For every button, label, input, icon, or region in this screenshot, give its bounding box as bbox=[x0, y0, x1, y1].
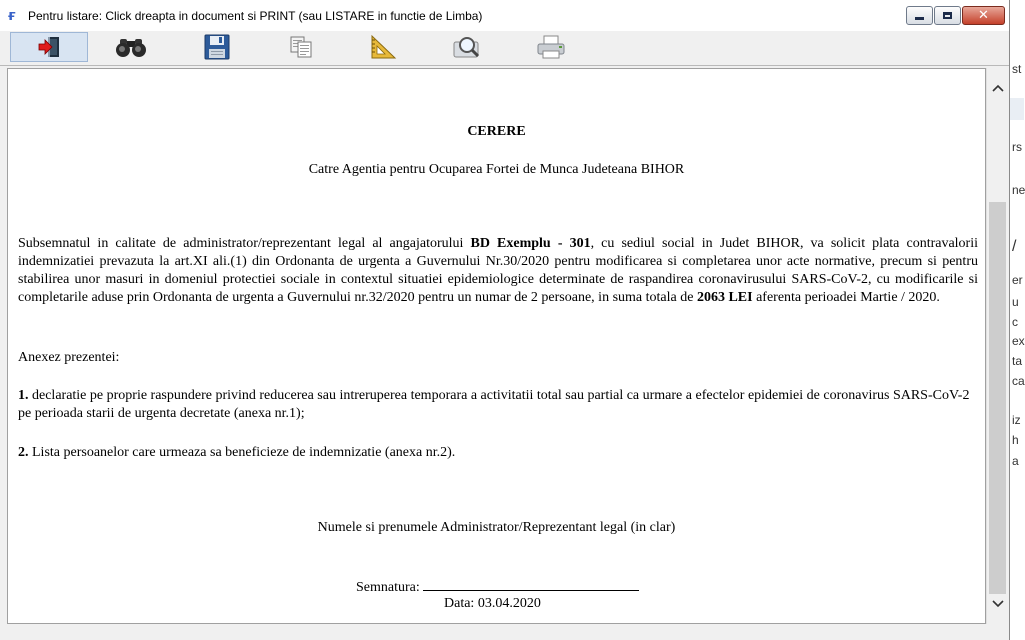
annex-item-number: 1. bbox=[18, 388, 29, 403]
maximize-button[interactable] bbox=[934, 6, 961, 25]
bg-text-fragment: ta bbox=[1012, 354, 1023, 368]
minimize-icon bbox=[915, 17, 924, 20]
exit-door-icon bbox=[37, 35, 61, 59]
document-date: Data: 03.04.2020 bbox=[444, 596, 541, 611]
bg-text-fragment: st bbox=[1012, 62, 1022, 76]
scroll-up-button[interactable] bbox=[987, 78, 1008, 98]
bg-text-fragment: u bbox=[1012, 295, 1019, 309]
title-bar[interactable] bbox=[0, 0, 1009, 32]
chevron-down-icon bbox=[992, 600, 1004, 608]
copy-button[interactable] bbox=[262, 32, 340, 62]
bg-text-fragment: c bbox=[1012, 315, 1018, 329]
chevron-up-icon bbox=[992, 84, 1004, 92]
body-text: Subsemnatul in calitate de administrator/reprezentant legal al angajatorului bbox=[18, 236, 471, 251]
annex-intro: Anexez prezentei: bbox=[18, 350, 120, 365]
printer-icon bbox=[535, 34, 567, 60]
body-text: aferenta perioadei Martie / 2020. bbox=[752, 290, 940, 305]
document-recipient: Catre Agentia pentru Ocuparea Fortei de Munca Judeteana BIHOR bbox=[308, 162, 685, 177]
scroll-thumb[interactable] bbox=[989, 202, 1006, 594]
window-title: Pentru listare: Click dreapta in document si PRINT (sau LISTARE in functie de Limba) bbox=[28, 9, 483, 23]
floppy-disk-icon bbox=[204, 34, 230, 60]
bg-text-fragment: iz bbox=[1012, 413, 1021, 427]
set-square-icon bbox=[369, 34, 397, 60]
exit-button[interactable] bbox=[10, 32, 88, 62]
toolbar bbox=[0, 31, 1009, 66]
copy-pages-icon bbox=[288, 35, 314, 59]
document-body bbox=[18, 235, 978, 307]
maximize-icon bbox=[943, 12, 952, 19]
signature-line bbox=[423, 577, 639, 591]
background-window bbox=[1008, 0, 1024, 640]
vertical-scrollbar[interactable] bbox=[986, 68, 1008, 624]
bg-text-fragment: rs bbox=[1012, 140, 1022, 154]
save-button[interactable] bbox=[178, 32, 256, 62]
bg-text-fragment: er bbox=[1012, 273, 1023, 287]
signature-field bbox=[356, 577, 639, 597]
preview-button[interactable] bbox=[428, 32, 506, 62]
annex-item-number: 2. bbox=[18, 445, 29, 460]
scroll-down-button[interactable] bbox=[987, 594, 1008, 614]
annex-item bbox=[18, 444, 978, 462]
document-view[interactable] bbox=[7, 68, 986, 624]
bg-text-fragment: ca bbox=[1012, 374, 1025, 388]
total-amount: 2063 LEI bbox=[696, 290, 753, 305]
minimize-button[interactable] bbox=[906, 6, 933, 25]
app-logo-icon: ғ bbox=[8, 8, 16, 24]
employer-name: BD Exemplu - 301 bbox=[470, 236, 591, 251]
print-button[interactable] bbox=[512, 32, 590, 62]
status-bar bbox=[0, 624, 1009, 640]
bg-text-fragment: h bbox=[1012, 433, 1019, 447]
bg-highlight-bar bbox=[1008, 98, 1024, 120]
bg-text-fragment: ex bbox=[1012, 334, 1025, 348]
find-button[interactable] bbox=[92, 32, 170, 62]
body-text: , cu sediul social in Judet BIHOR, va solicit plata contravalorii indemnizatiei prevazuta la art.XI ali.(1) din Ordonanta de urgenta a Guvernului Nr.30/2020 pentru modificarea si completarea unor acte normative, precum si pentru stabilirea unor masuri in domeniul protectiei sociale in contextul situatiei epidemiologice determinate de raspandirea coronavirusului SARS-CoV-2, cu modificarile si completarile aduse prin Ordonanta de urgenta a Guvernului nr.32/2020 pentru un numar de 2 persoane, in suma totala de bbox=[18, 236, 978, 305]
document-title: CERERE bbox=[467, 124, 526, 139]
bg-text-fragment: / bbox=[1012, 238, 1017, 255]
bg-text-fragment: ne bbox=[1012, 183, 1025, 197]
annex-item-text: Lista persoanelor care urmeaza sa beneficieze de indemnizatie (anexa nr.2). bbox=[28, 445, 456, 460]
bg-text-fragment: a bbox=[1012, 454, 1019, 468]
magnifier-preview-icon bbox=[452, 34, 482, 60]
annex-item bbox=[18, 387, 978, 423]
signature-label: Semnatura: bbox=[356, 580, 420, 595]
annex-item-text: declaratie pe proprie raspundere privind reducerea sau intreruperea temporara a activitatii total sau partial ca urmare a efectelor epidemiei de coronavirus SARS-CoV-2 pe perioada starii de urgenta decretate (anexa nr.1); bbox=[18, 388, 970, 421]
name-line: Numele si prenumele Administrator/Reprezentant legal (in clar) bbox=[317, 520, 676, 535]
close-icon: ✕ bbox=[978, 8, 989, 23]
page-setup-button[interactable] bbox=[344, 32, 422, 62]
close-button[interactable] bbox=[962, 6, 1005, 25]
binoculars-icon bbox=[114, 36, 148, 58]
